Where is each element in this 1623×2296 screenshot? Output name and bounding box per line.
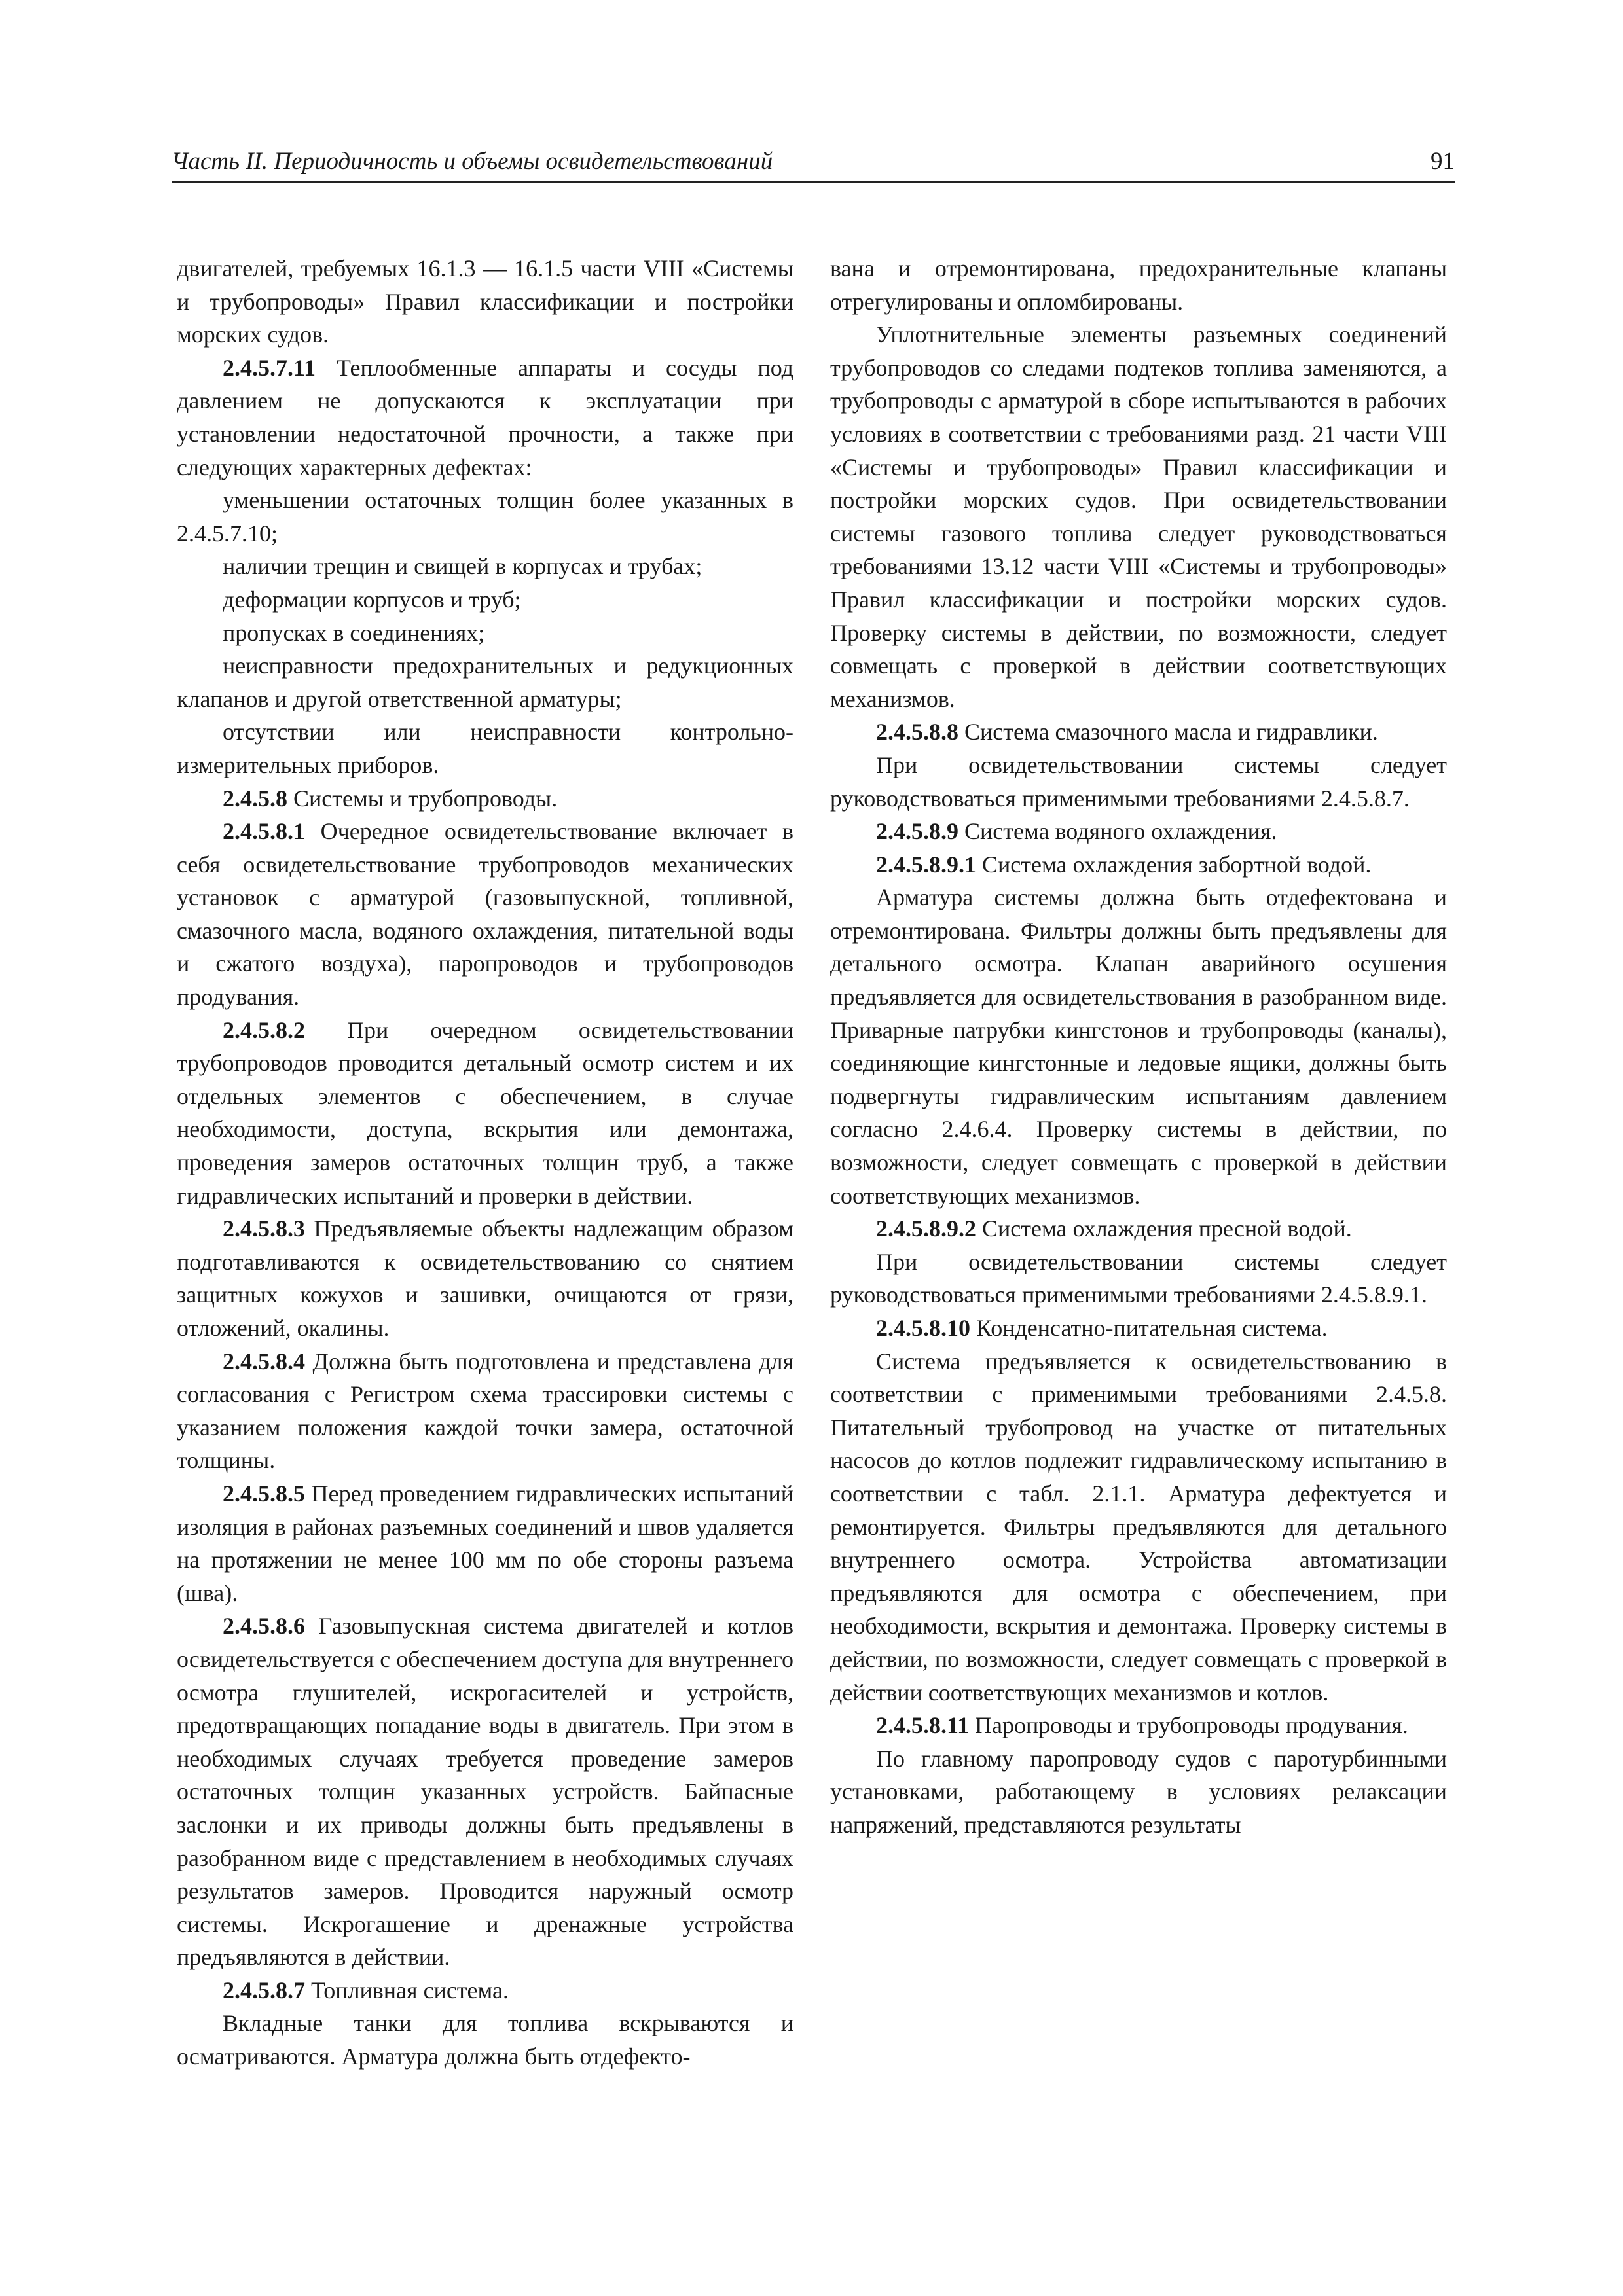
paragraph-text: При очередном освидетельствовании трубопроводов проводится детальный осмотр систем и их отдельных элементов с обеспечением, в случае необходимости, доступа, вскрытия или демонтажа, проведения замеров остаточных толщин труб, а также гидравлических испытаний и проверки в действии. bbox=[177, 1016, 793, 1209]
clause-number: 2.4.5.8.7 bbox=[223, 1977, 305, 2003]
paragraph bbox=[177, 1345, 793, 1477]
paragraph-text: Газовыпускная система двигателей и котлов освидетельствуется с обеспечением доступа для внутреннего осмотра глушителей, искрогасителей и устройств, предотвращающих попадание воды в двигатель. При этом в необходимых случаях требуется проведение замеров остаточных толщин указанных устройств. Байпасные заслонки и их приводы должны быть предъявлены в разобранном виде с представлением в необходимых случаях результатов замеров. Проводится наружный осмотр системы. Искрогашение и дренажные устройства предъявляются в действии. bbox=[177, 1613, 793, 1971]
left-column bbox=[177, 252, 793, 2073]
paragraph-text: двигателей, требуемых 16.1.3 — 16.1.5 части VIII «Системы и трубопроводы» Правил классификации и постройки морских судов. bbox=[177, 255, 793, 348]
clause-number: 2.4.5.8.9.1 bbox=[876, 851, 976, 878]
paragraph-text: Система предъявляется к освидетельствованию в соответствии с применимыми требованиями 2.4.5.8. Питательный трубопровод на участке от питательных насосов до котлов подлежит гидравлическому испытанию в соответствии с табл. 2.1.1. Арматура дефектуется и ремонтируется. Фильтры предъявляются для детального внутреннего осмотра. Устройства автоматизации предъявляются для осмотра с обеспечением, при необходимости, вскрытия и демонтажа. Проверку системы в действии, по возможности, следует совмещать с проверкой в действии соответствующих механизмов и котлов. bbox=[830, 1348, 1447, 1706]
paragraph-text: Вкладные танки для топлива вскрываются и осматриваются. Арматура должна быть отдефекто- bbox=[177, 2010, 793, 2070]
right-column bbox=[830, 252, 1447, 1842]
paragraph-text: Перед проведением гидравлических испытаний изоляция в районах разъемных соединений и швов удаляется на протяжении не менее 100 мм по обе стороны разъема (шва). bbox=[177, 1480, 793, 1606]
paragraph bbox=[830, 749, 1447, 815]
paragraph bbox=[177, 550, 793, 583]
paragraph bbox=[177, 484, 793, 550]
paragraph-text: Очередное освидетельствование включает в себя освидетельствование трубопроводов механических установок с арматурой (газовыпускной, топливной, смазочного масла, водяного охлаждения, питательной воды и сжатого воздуха), паропроводов и трубопроводов продувания. bbox=[177, 818, 793, 1011]
clause-number: 2.4.5.8.9 bbox=[876, 818, 958, 845]
paragraph-text: Теплообменные аппараты и сосуды под давлением не допускаются к эксплуатации при установлении недостаточной прочности, а также при следующих характерных дефектах: bbox=[177, 354, 793, 480]
paragraph-text: деформации корпусов и труб; bbox=[223, 586, 521, 613]
paragraph bbox=[830, 1246, 1447, 1312]
clause-number: 2.4.5.8.11 bbox=[876, 1712, 970, 1739]
paragraph bbox=[177, 2007, 793, 2073]
paragraph bbox=[177, 583, 793, 617]
clause-number: 2.4.5.8 bbox=[223, 785, 287, 812]
paragraph bbox=[830, 881, 1447, 1212]
paragraph bbox=[177, 1014, 793, 1213]
clause-number: 2.4.5.8.6 bbox=[223, 1613, 305, 1640]
paragraph-text: отсутствии или неисправности контрольно-измерительных приборов. bbox=[177, 719, 793, 778]
clause-number: 2.4.5.8.2 bbox=[223, 1016, 305, 1043]
paragraph-text: Топливная система. bbox=[305, 1977, 509, 2003]
paragraph bbox=[830, 1709, 1447, 1742]
paragraph-text: Система охлаждения пресной водой. bbox=[976, 1215, 1352, 1242]
paragraph bbox=[177, 649, 793, 715]
paragraph bbox=[177, 252, 793, 351]
paragraph bbox=[177, 617, 793, 650]
paragraph bbox=[830, 848, 1447, 882]
paragraph bbox=[830, 1345, 1447, 1710]
paragraph-text: наличии трещин и свищей в корпусах и трубах; bbox=[223, 553, 702, 580]
paragraph-text: Арматура системы должна быть отдефектована и отремонтирована. Фильтры должны быть предъявлены для детального осмотра. Клапан аварийного осушения предъявляется для освидетельствования в разобранном виде. Приварные патрубки кингстонов и трубопроводы (каналы), соединяющие кингстонные и ледовые ящики, должны быть подвергнуты гидравлическим испытаниям давлением согласно 2.4.6.4. Проверку системы в действии, по возможности, следует совмещать с проверкой в действии соответствующих механизмов. bbox=[830, 884, 1447, 1209]
paragraph-text: неисправности предохранительных и редукционных клапанов и другой ответственной арматуры; bbox=[177, 653, 793, 712]
paragraph-text: При освидетельствовании системы следует руководствоваться применимыми требованиями 2.4.5.8.9.1. bbox=[830, 1248, 1447, 1308]
clause-number: 2.4.5.8.4 bbox=[223, 1348, 305, 1374]
clause-number: 2.4.5.8.9.2 bbox=[876, 1215, 976, 1242]
header-title: Часть II. Периодичность и объемы освидетельствований bbox=[172, 148, 773, 175]
paragraph-text: По главному паропроводу судов с паротурбинными установками, работающему в условиях релаксации напряжений, представляются результаты bbox=[830, 1745, 1447, 1838]
clause-number: 2.4.5.8.8 bbox=[876, 719, 958, 745]
paragraph bbox=[830, 1742, 1447, 1842]
paragraph bbox=[177, 715, 793, 781]
paragraph bbox=[177, 1212, 793, 1344]
clause-number: 2.4.5.8.5 bbox=[223, 1480, 305, 1507]
paragraph bbox=[830, 252, 1447, 318]
paragraph bbox=[830, 1312, 1447, 1345]
paragraph bbox=[830, 1212, 1447, 1246]
paragraph-text: Паропроводы и трубопроводы продувания. bbox=[969, 1712, 1408, 1739]
paragraph bbox=[177, 782, 793, 816]
paragraph bbox=[177, 1477, 793, 1609]
paragraph-text: Система охлаждения забортной водой. bbox=[976, 851, 1372, 878]
clause-number: 2.4.5.8.1 bbox=[223, 818, 305, 845]
paragraph-text: уменьшении остаточных толщин более указанных в 2.4.5.7.10; bbox=[177, 487, 793, 547]
paragraph-text: Предъявляемые объекты надлежащим образом подготавливаются к освидетельствованию со снятием защитных кожухов и зашивки, очищаются от грязи, отложений, окалины. bbox=[177, 1215, 793, 1341]
paragraph-text: Система смазочного масла и гидравлики. bbox=[958, 719, 1378, 745]
clause-number: 2.4.5.8.3 bbox=[223, 1215, 305, 1242]
paragraph bbox=[830, 318, 1447, 715]
paragraph bbox=[830, 815, 1447, 848]
paragraph-text: пропусках в соединениях; bbox=[223, 619, 485, 646]
clause-number: 2.4.5.7.11 bbox=[223, 354, 316, 381]
paragraph bbox=[830, 715, 1447, 749]
paragraph-text: Системы и трубопроводы. bbox=[287, 785, 558, 812]
running-header bbox=[172, 143, 1455, 183]
page-number: 91 bbox=[1431, 148, 1455, 175]
paragraph-text: вана и отремонтирована, предохранительные клапаны отрегулированы и опломбированы. bbox=[830, 255, 1447, 315]
paragraph-text: Должна быть подготовлена и представлена для согласования с Регистром схема трассировки системы с указанием положения каждой точки замера, остаточной толщины. bbox=[177, 1348, 793, 1474]
paragraph bbox=[177, 815, 793, 1014]
paragraph bbox=[177, 1609, 793, 1974]
paragraph-text: Уплотнительные элементы разъемных соединений трубопроводов со следами подтеков топлива заменяются, а трубопроводы с арматурой в сборе испытываются в рабочих условиях в соответствии с требованиями разд. 21 части VIII «Системы и трубопроводы» Правил классификации и постройки морских судов. При освидетельствовании системы газового топлива следует руководствоваться требованиями 13.12 части VIII «Системы и трубопроводы» Правил классификации и постройки морских судов. Проверку системы в действии, по возможности, следует совмещать с проверкой в действии соответствующих механизмов. bbox=[830, 321, 1447, 712]
paragraph-text: Конденсатно-питательная система. bbox=[970, 1315, 1328, 1341]
paragraph-text: При освидетельствовании системы следует руководствоваться применимыми требованиями 2.4.5.8.7. bbox=[830, 751, 1447, 812]
paragraph-text: Система водяного охлаждения. bbox=[958, 818, 1277, 845]
paragraph bbox=[177, 1974, 793, 2007]
paragraph bbox=[177, 351, 793, 484]
clause-number: 2.4.5.8.10 bbox=[876, 1315, 970, 1341]
